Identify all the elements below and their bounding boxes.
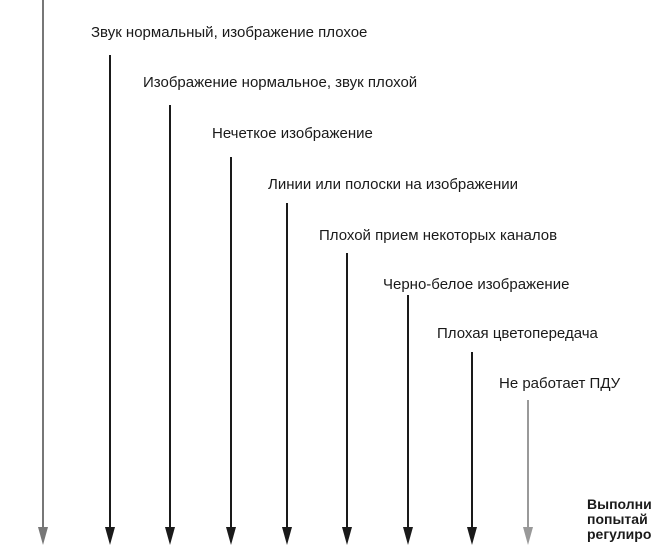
symptom-label-poor-color: Плохая цветопередача [437,325,598,342]
note-line-3: регулиро [587,526,652,542]
arrow-column-7 [403,295,413,545]
arrow-column-5 [282,203,292,545]
arrow-column-6-head [342,527,352,545]
arrow-column-4 [226,157,236,545]
symptom-label-remote-not-working: Не работает ПДУ [499,375,621,392]
arrow-column-8 [467,352,477,545]
arrow-column-7-head [403,527,413,545]
arrow-column-4-head [226,527,236,545]
symptom-label-picture-ok-sound-bad: Изображение нормальное, звук плохой [143,74,418,91]
arrow-column-1 [38,0,48,545]
arrow-column-5-head [282,527,292,545]
arrow-column-6 [342,253,352,545]
symptom-label-sound-ok-picture-bad: Звук нормальный, изображение плохое [91,24,368,41]
symptom-label-lines-or-stripes: Линии или полоски на изображении [268,176,519,193]
symptom-label-blurry-picture: Нечеткое изображение [212,125,373,142]
arrow-column-2 [105,55,115,545]
arrow-column-9 [523,400,533,545]
arrow-column-3-head [165,527,175,545]
arrow-column-3 [165,105,175,545]
note-line-2: попытай [587,511,648,527]
note-line-1: Выполни [587,496,652,512]
symptom-label-poor-reception: Плохой прием некоторых каналов [319,227,558,244]
arrow-column-8-head [467,527,477,545]
arrow-column-9-head [523,527,533,545]
arrow-column-2-head [105,527,115,545]
arrow-column-1-head [38,527,48,545]
symptom-label-black-white-picture: Черно-белое изображение [383,276,570,293]
